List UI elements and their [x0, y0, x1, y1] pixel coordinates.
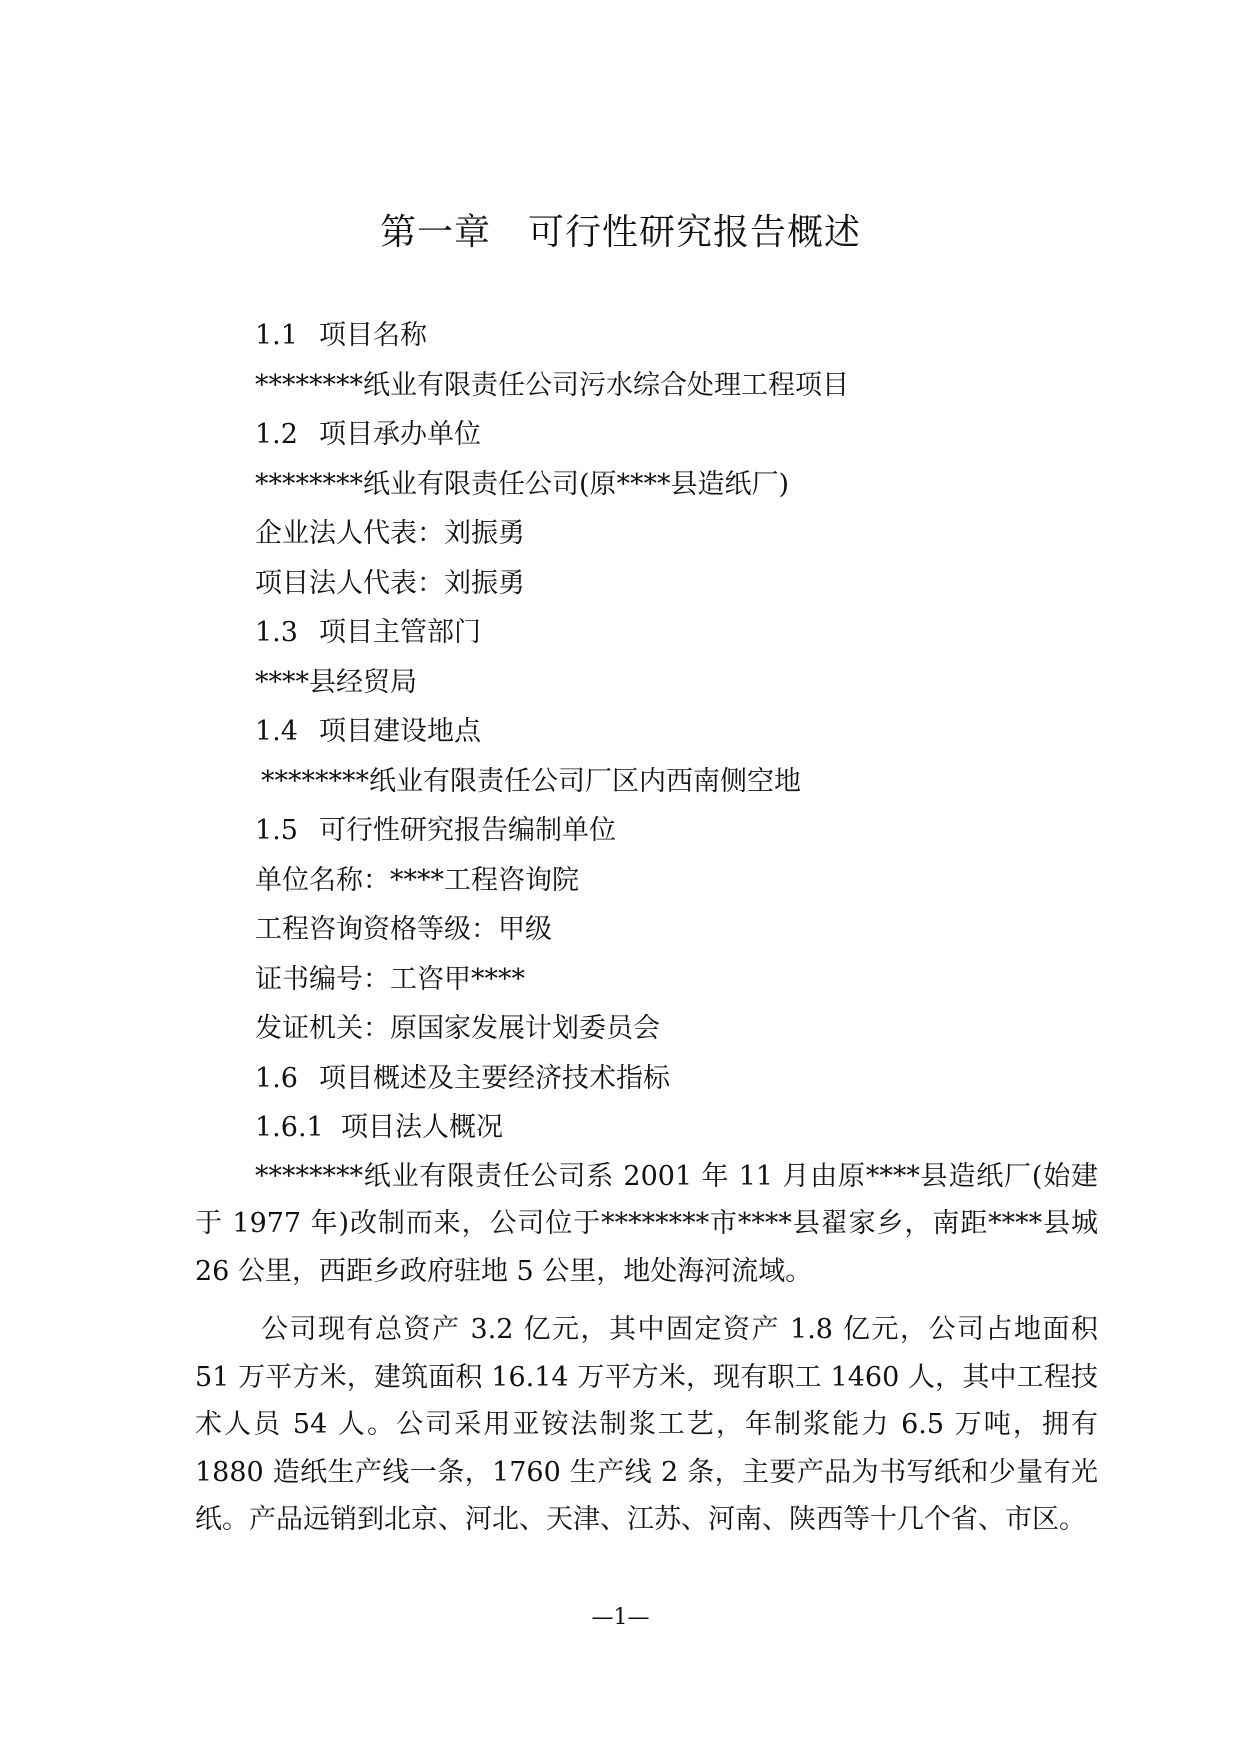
section-heading-1-6-1: [195, 1103, 1095, 1153]
section-number: 1.2: [255, 419, 298, 450]
section-title: 项目建设地点: [319, 716, 481, 747]
unit-name: 单位名称：****工程咨询院: [255, 864, 579, 896]
section-number: 1.3: [255, 617, 298, 648]
paragraph-company-assets: 公司现有总资产 3.2 亿元，其中固定资产 1.8 亿元，公司占地面积 51 万平方米，建筑面积 16.14 万平方米，现有职工 1460 人，其中工程技术人员 54 人。公司采用亚铵法制浆工艺，年制浆能力 6.5 万吨，拥有 1880 造纸生产线一条，1760 生产线 2 条，主要产品为书写纸和少量有光纸。产品远销到北京、河北、天津、江苏、河南、陕西等十几个省、市区。: [195, 1314, 1098, 1535]
issuing-authority: 发证机关：原国家发展计划委员会: [255, 1013, 660, 1044]
section-number: 1.5: [255, 815, 298, 846]
section-title: 项目法人概况: [341, 1112, 503, 1143]
section-number: 1.6: [255, 1062, 298, 1094]
section-title: 项目名称: [319, 320, 427, 351]
enterprise-legal-rep: 企业法人代表：刘振勇: [255, 518, 525, 549]
section-title: 可行性研究报告编制单位: [319, 815, 616, 846]
section-number: 1.1: [255, 320, 298, 351]
undertaking-unit: ********纸业有限责任公司(原****县造纸厂): [255, 468, 790, 500]
section-number: 1.4: [255, 716, 298, 747]
qualification-grade: 工程咨询资格等级：甲级: [255, 914, 552, 945]
chapter-title: 第一章 可行性研究报告概述: [379, 212, 861, 253]
certificate-number: 证书编号：工咨甲****: [255, 963, 525, 995]
section-title: 项目概述及主要经济技术指标: [319, 1062, 670, 1094]
page-number: —1—: [591, 1605, 650, 1630]
section-number: 1.6.1: [255, 1112, 324, 1143]
paragraph-company-history: ********纸业有限责任公司系 2001 年 11 月由原****县造纸厂(始建于 1977 年)改制而来，公司位于********市****县翟家乡，南距****县城 26 公里，西距乡政府驻地 5 公里，地处海河流域。: [195, 1160, 1098, 1287]
project-name: ********纸业有限责任公司污水综合处理工程项目: [255, 369, 849, 401]
section-heading-1-4: [195, 707, 1095, 757]
construction-site: ********纸业有限责任公司厂区内西南侧空地: [261, 765, 801, 797]
section-heading-1-5: [195, 806, 1095, 856]
section-heading-1-3: [195, 608, 1095, 658]
section-heading-1-6: [195, 1054, 1095, 1104]
project-legal-rep: 项目法人代表：刘振勇: [255, 567, 525, 599]
section-title: 项目主管部门: [319, 617, 481, 648]
competent-department: ****县经贸局: [255, 666, 417, 698]
section-heading-1-1: [195, 311, 1095, 361]
document-body: [195, 311, 1098, 1544]
section-title: 项目承办单位: [319, 419, 481, 450]
section-heading-1-2: [195, 410, 1095, 460]
